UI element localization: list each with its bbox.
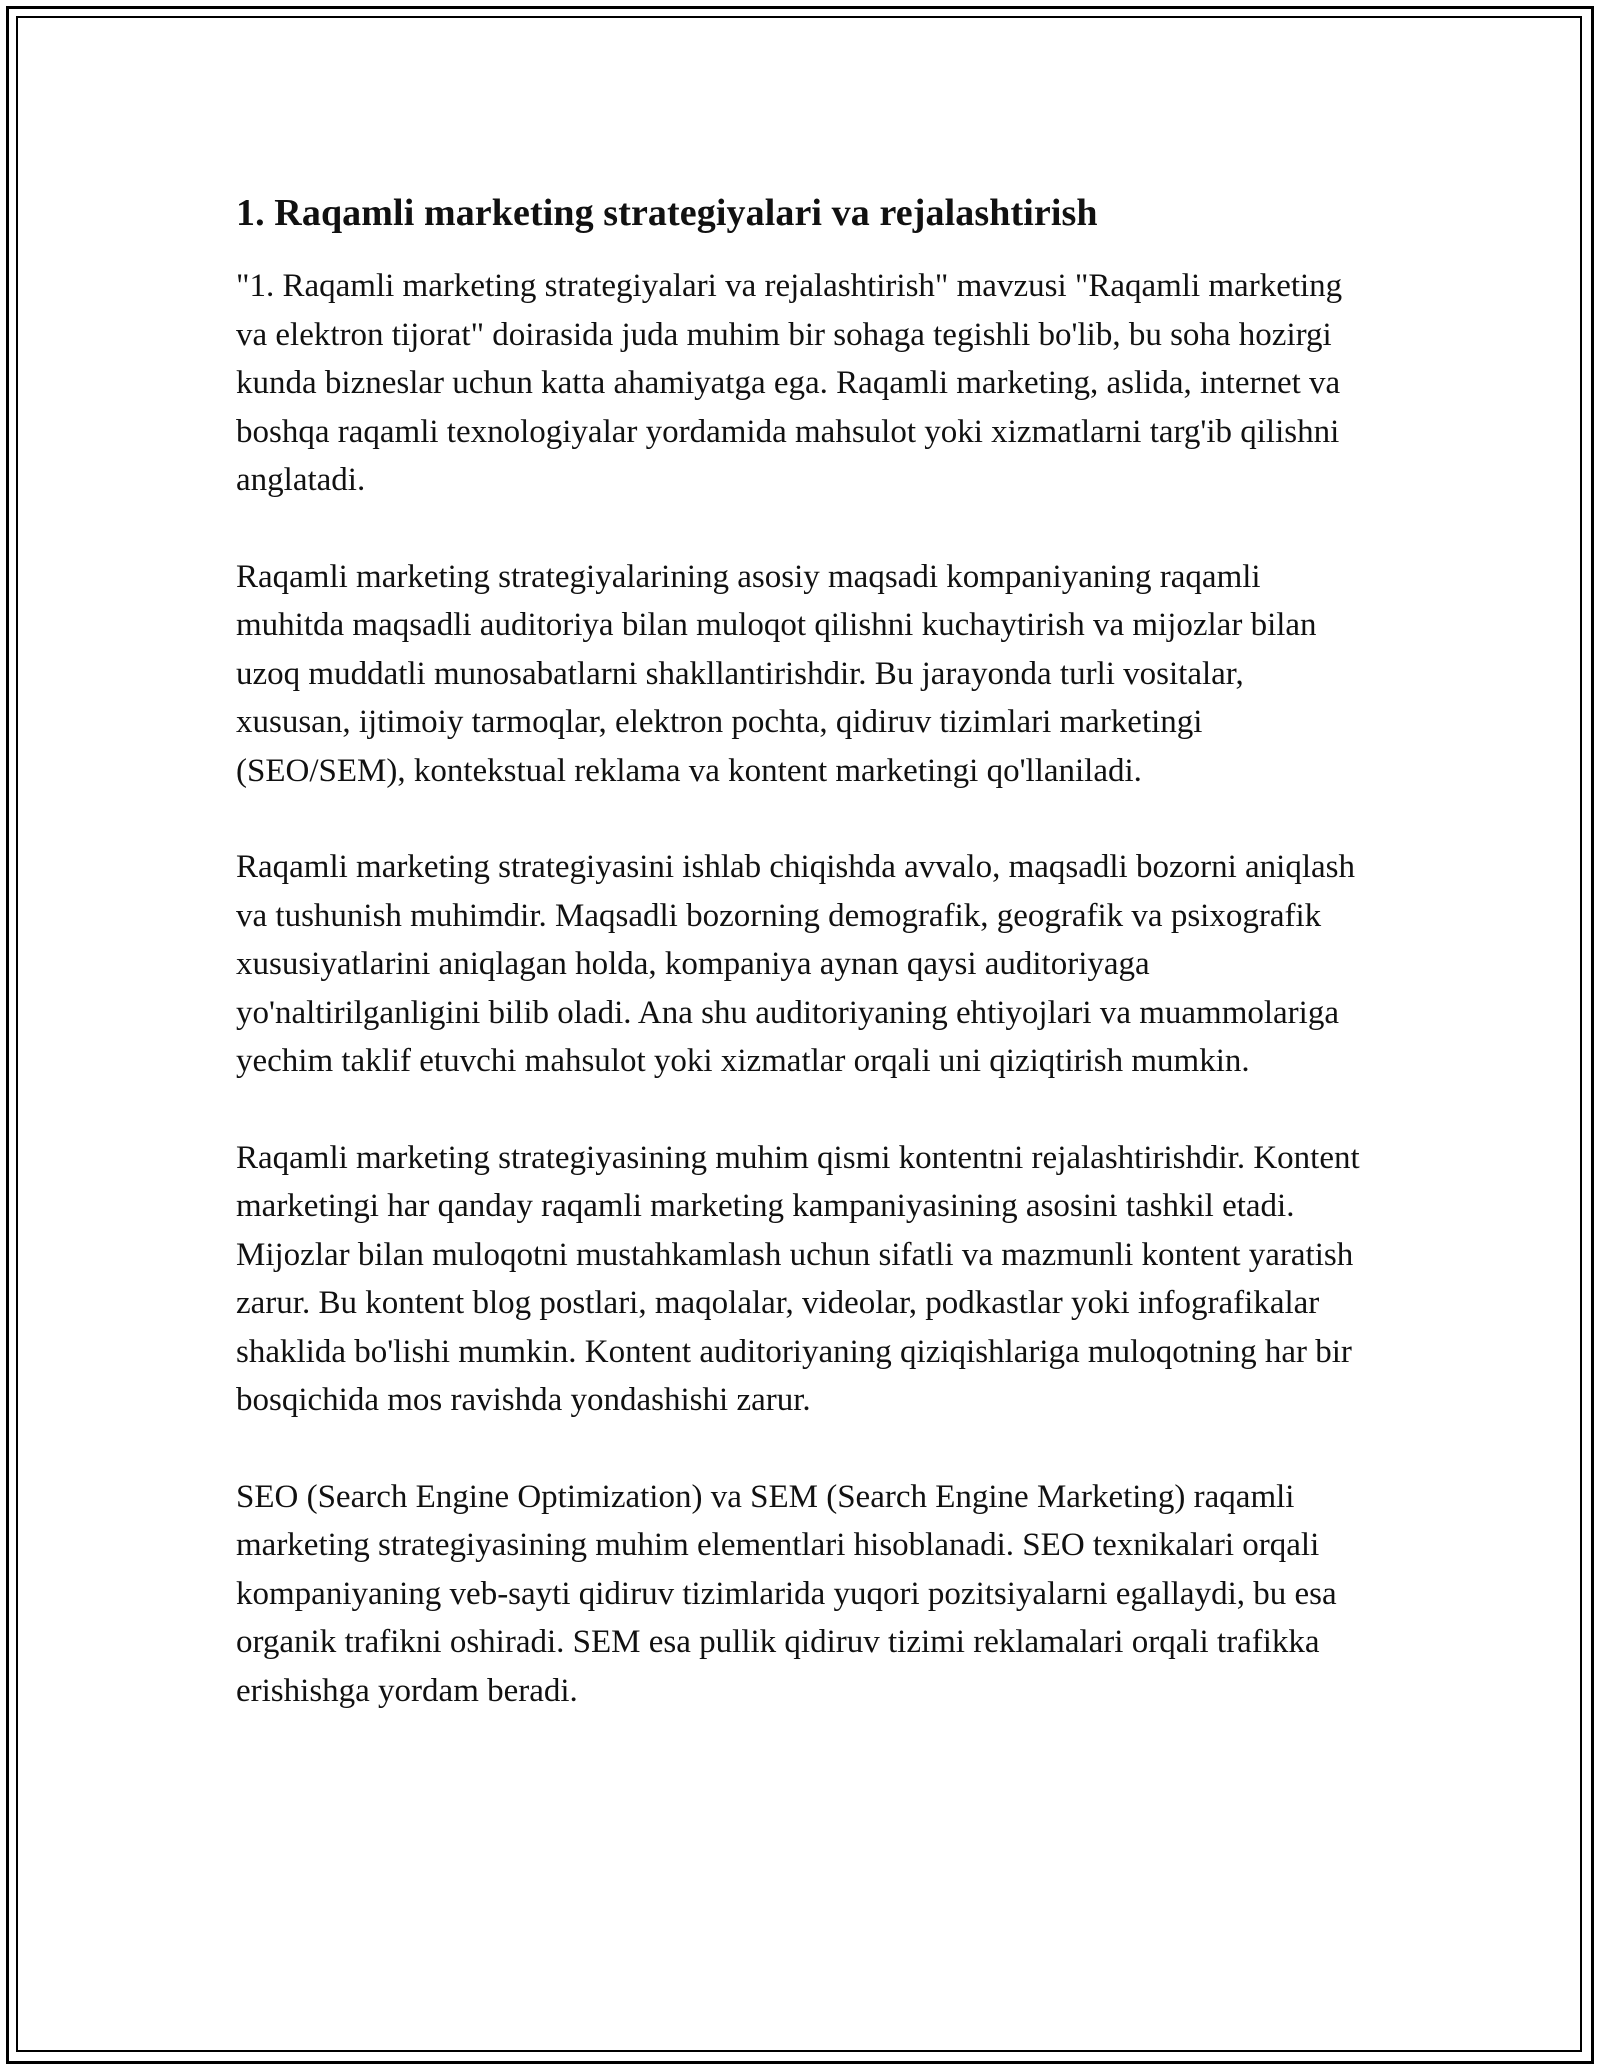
- document-title: 1. Raqamli marketing strategiyalari va rejalashtirish: [236, 192, 1098, 234]
- document-body: [236, 186, 1366, 1763]
- paragraph-content-planning: Raqamli marketing strategiyasining muhim qismi kontentni rejalashtirishdir. Kontent marketingi har qanday raqamli marketing kampaniyasining asosini tashkil etadi. Mijozlar bilan muloqotni mustahkamlash uchun sifatli va mazmunli kontent yaratish zarur. Bu kontent blog postlari, maqolalar, videolar, podkastlar yoki infografikalar shaklida bo'lishi mumkin. Kontent auditoriyaning qiziqishlariga muloqotning har bir bosqichida mos ravishda yondashishi zarur.: [236, 1139, 1360, 1418]
- paragraph-strategy-goal: Raqamli marketing strategiyalarining asosiy maqsadi kompaniyaning raqamli muhitda maqsadli auditoriya bilan muloqot qilishni kuchaytirish va mijozlar bilan uzoq muddatli munosabatlarni shakllantirishdir. Bu jarayonda turli vositalar, xususan, ijtimoiy tarmoqlar, elektron pochta, qidiruv tizimlari marketingi (SEO/SEM), kontekstual reklama va kontent marketingi qo'llaniladi.: [236, 558, 1317, 789]
- paragraph-intro: "1. Raqamli marketing strategiyalari va rejalashtirish" mavzusi "Raqamli marketing va elektron tijorat" doirasida juda muhim bir sohaga tegishli bo'lib, bu soha hozirgi kunda bizneslar uchun katta ahamiyatga ega. Raqamli marketing, aslida, internet va boshqa raqamli texnologiyalar yordamida mahsulot yoki xizmatlarni targ'ib qilishni anglatadi.: [236, 268, 1343, 498]
- paragraph-target-market: Raqamli marketing strategiyasini ishlab chiqishda avvalo, maqsadli bozorni aniqlash va tushunish muhimdir. Maqsadli bozorning demografik, geografik va psixografik xususiyatlarini aniqlagan holda, kompaniya aynan qaysi auditoriyaga yo'naltirilganligini bilib oladi. Ana shu auditoriyaning ehtiyojlari va muammolariga yechim taklif etuvchi mahsulot yoki xizmatlar orqali uni qiziqtirish mumkin.: [236, 849, 1355, 1079]
- paragraph-seo-sem: SEO (Search Engine Optimization) va SEM (Search Engine Marketing) raqamli marketing strategiyasining muhim elementlari hisoblanadi. SEO texnikalari orqali kompaniyaning veb-sayti qidiruv tizimlarida yuqori pozitsiyalarni egallaydi, bu esa organik trafikni oshiradi. SEM esa pullik qidiruv tizimi reklamalari orqali trafikka erishishga yordam beradi.: [236, 1478, 1337, 1709]
